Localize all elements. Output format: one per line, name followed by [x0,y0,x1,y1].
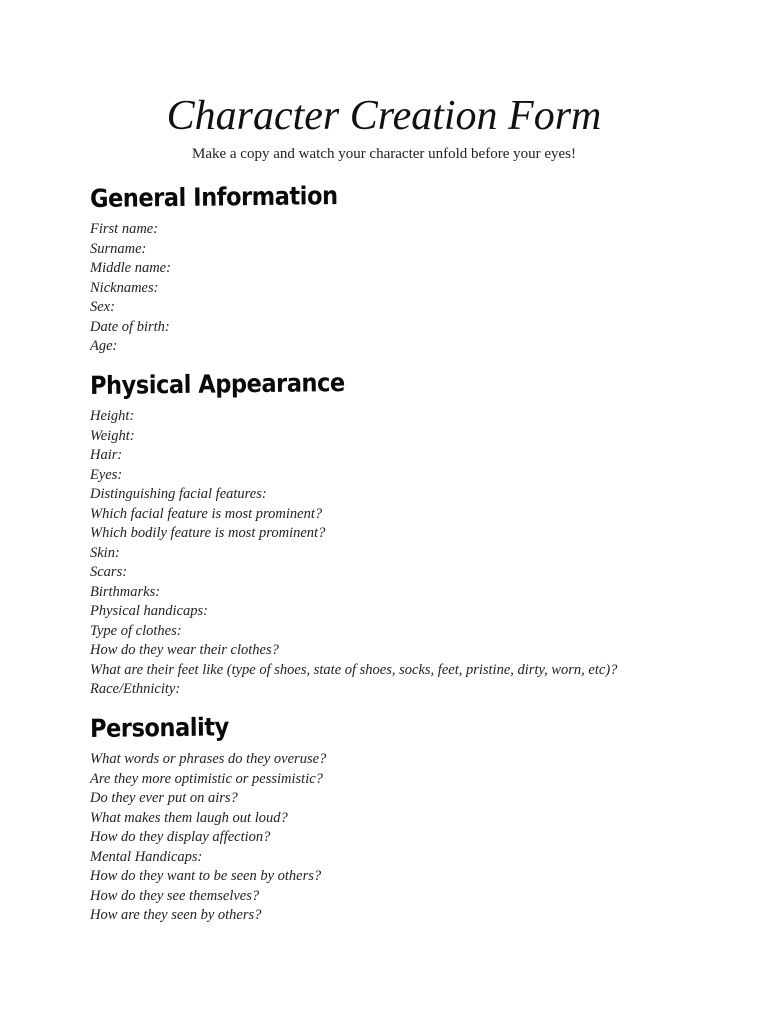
form-field-label: Hair: [90,447,123,463]
section-heading-personality: Personality [89,712,229,743]
form-field-label: Weight: [90,427,135,444]
section-heading-physical: Physical Appearance [89,368,345,400]
form-field-label: Surname: [90,240,147,257]
form-field-label: Are they more optimistic or pessimistic? [90,770,323,787]
physical-appearance-section [90,369,730,700]
form-field-label: First name: [90,221,159,237]
form-field-label: Date of birth: [90,318,170,335]
form-field-label: Age: [90,338,118,354]
form-field-label: What are their feet like (type of shoes, state of shoes, socks, feet, pristine, dirty, worn, etc)? [90,661,618,678]
form-field-label: Do they ever put on airs? [90,790,238,806]
field-list [90,407,730,700]
form-field-label: How do they display affection? [90,829,271,845]
form-field-label: Birthmarks: [90,583,161,600]
form-field-label: What makes them laugh out loud? [90,809,288,826]
general-information-section [90,182,730,357]
form-field-label: Middle name: [90,260,171,276]
form-field-label: Which bodily feature is most prominent? [90,525,326,541]
page-title: Character Creation Form [166,93,602,139]
form-field-label: Sex: [90,299,115,315]
form-field-label: Skin: [90,544,120,561]
form-field-label: Physical handicaps: [90,603,208,619]
form-field-label: Nicknames: [90,279,159,296]
form-field-label: How are they seen by others? [90,907,262,923]
form-field-label: How do they wear their clothes? [90,642,279,658]
form-field-label: Mental Handicaps: [90,848,203,865]
form-field-label: How do they see themselves? [90,887,260,904]
section-heading-general: General Information [89,181,338,213]
form-field-label: How do they want to be seen by others? [90,868,322,884]
field-list [90,220,730,357]
form-field-label: Eyes: [90,466,123,483]
field-list [90,750,730,926]
form-field-label: Which facial feature is most prominent? [90,505,323,522]
form-field-label: Type of clothes: [90,622,182,639]
form-field-label: Race/Ethnicity: [90,681,181,697]
form-field-label: Scars: [90,564,128,580]
page-subtitle: Make a copy and watch your character unfold before your eyes! [192,146,576,162]
form-field-label: Height: [90,408,135,424]
form-field-label: Distinguishing facial features: [90,486,267,502]
form-field-label: What words or phrases do they overuse? [90,751,327,767]
personality-section [90,712,730,926]
